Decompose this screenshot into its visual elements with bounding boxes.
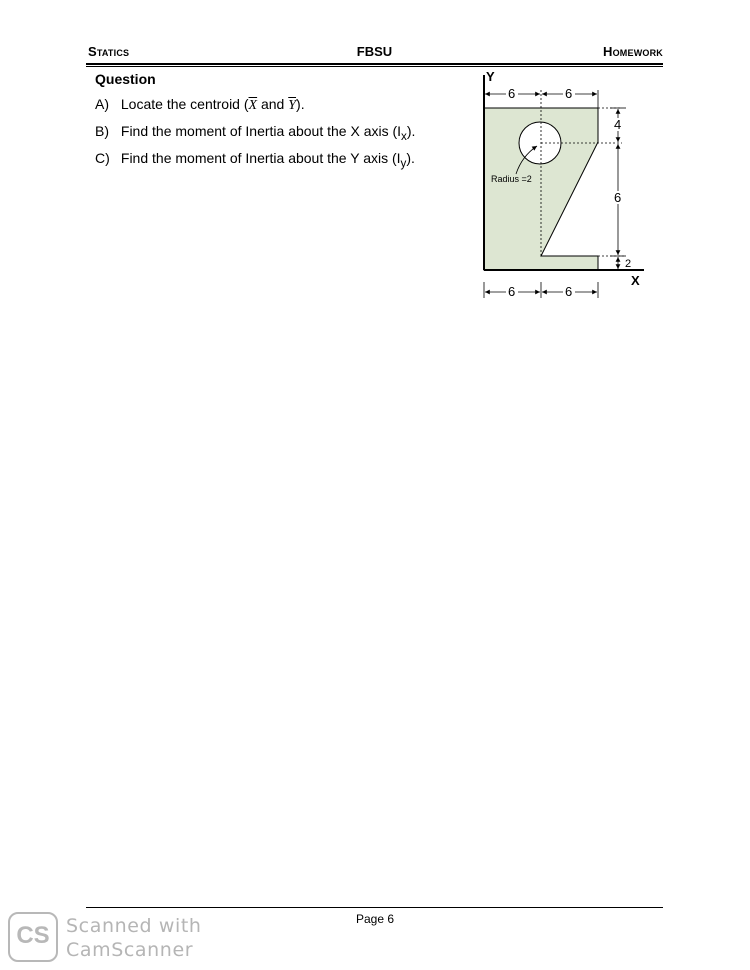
dim-top-left-text: 6 xyxy=(508,86,516,101)
shape-region xyxy=(484,108,598,270)
footer-rule xyxy=(86,907,663,908)
part-b-subscript: x xyxy=(401,129,407,143)
watermark-line1: Scanned with xyxy=(66,915,202,937)
header-school: FBSU xyxy=(356,44,393,59)
part-a-label: A) xyxy=(95,96,109,112)
part-a-and: and xyxy=(257,96,289,112)
question-part-b xyxy=(95,123,415,143)
part-b-text-pre: Find the moment of Inertia about the X axis (I xyxy=(120,123,402,139)
part-b-text-post: ). xyxy=(406,123,416,139)
question-part-c xyxy=(95,150,415,170)
dim-top-right-text: 6 xyxy=(565,86,573,101)
radius-label: Radius =2 xyxy=(491,174,532,184)
part-b-label: B) xyxy=(95,123,109,139)
watermark-line2: CamScanner xyxy=(66,939,194,961)
y-axis-label: Y xyxy=(486,70,495,84)
part-c-text-pre: Find the moment of Inertia about the Y axis (I xyxy=(120,150,401,166)
part-c-text-post: ). xyxy=(406,150,415,166)
part-c-subscript: y xyxy=(400,156,407,170)
watermark-text xyxy=(66,914,202,962)
page-header xyxy=(86,44,663,62)
dim-right-bottom-text: 2 xyxy=(625,258,632,270)
dim-right-mid-text: 6 xyxy=(614,190,622,205)
dim-right-top-text: 4 xyxy=(614,117,622,132)
page-number: Page 6 xyxy=(355,912,395,926)
header-course: Statics xyxy=(88,44,130,59)
camscanner-logo-text: CS xyxy=(16,922,50,949)
part-c-label: C) xyxy=(95,150,110,166)
header-rule-thin xyxy=(86,66,663,67)
part-a-text-post: ). xyxy=(296,96,305,112)
y-bar-symbol: $\overline{Y}$ xyxy=(288,98,297,113)
header-rule xyxy=(86,63,663,65)
dim-bottom-left-text: 6 xyxy=(508,284,516,299)
question-title: Question xyxy=(95,71,156,87)
x-axis-label: X xyxy=(631,273,640,288)
part-a-text-pre: Locate the centroid ( xyxy=(120,96,249,112)
geometry-figure xyxy=(474,70,654,302)
camscanner-logo-icon xyxy=(8,912,58,962)
dim-bottom-right-text: 6 xyxy=(565,284,573,299)
x-bar-symbol: $\overline{X}$ xyxy=(248,98,258,113)
header-type: Homework xyxy=(603,44,663,59)
question-part-a xyxy=(95,96,305,114)
